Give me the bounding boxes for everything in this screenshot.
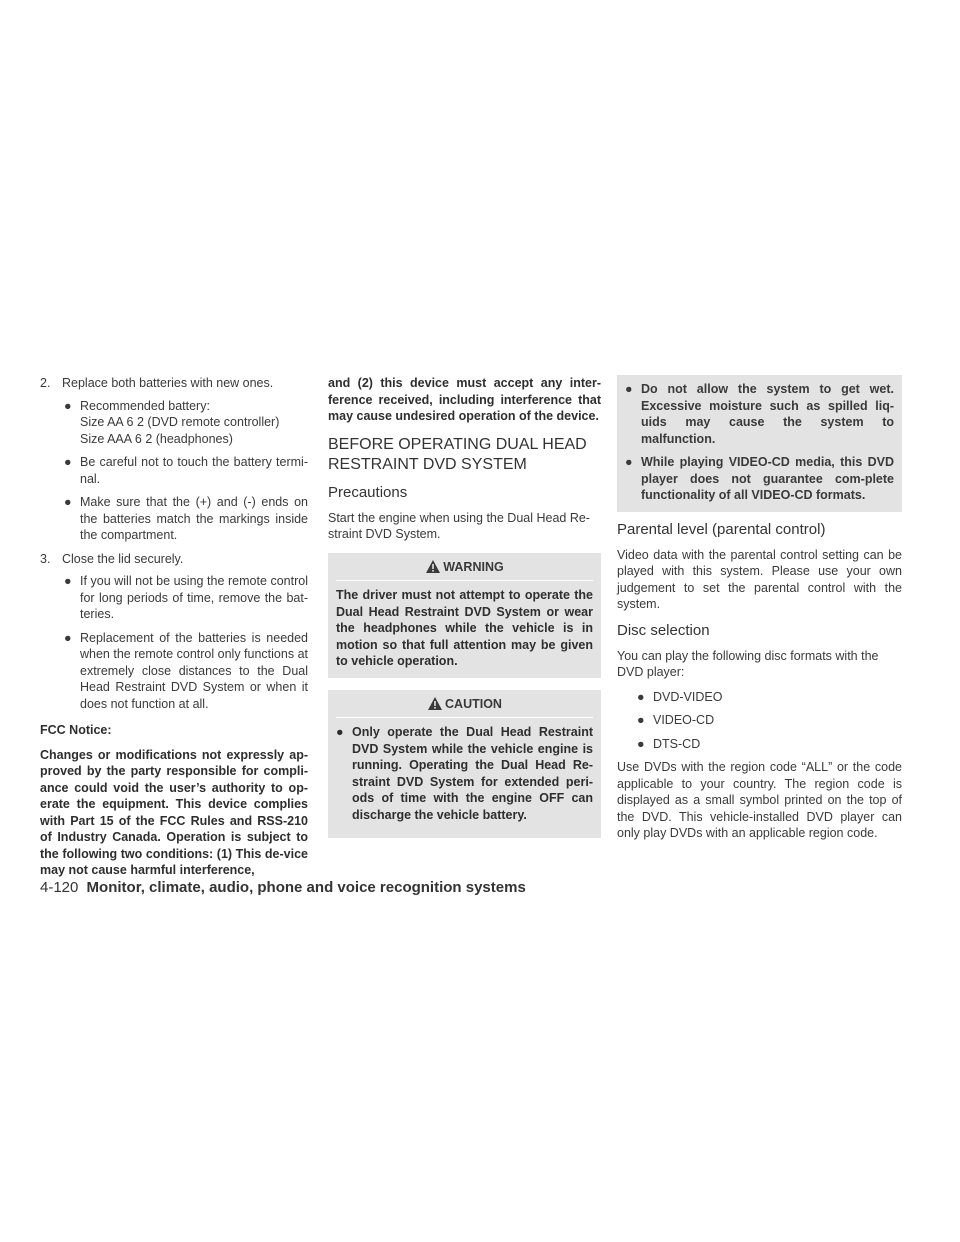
caution-bullet-text: Do not allow the system to get wet. Excessive moisture such as spilled liq-uids may cause the system to malfunction. <box>641 382 894 446</box>
disc-intro: You can play the following disc formats with the DVD player: <box>617 648 879 679</box>
caution-bullet-text: While playing VIDEO-CD media, this DVD player does not guarantee com-plete functionality of all VIDEO-CD formats. <box>641 455 894 502</box>
region-text: Use DVDs with the region code “ALL” or the code applicable to your country. The region code is displayed as a small symbol printed on the top of the DVD. This vehicle-installed DVD player can only play DVDs with an applicable region code. <box>617 760 902 840</box>
bullet-line: Size AAA 6 2 (headphones) <box>80 431 233 446</box>
step-3 <box>40 551 308 568</box>
step-text: Close the lid securely. <box>62 551 184 566</box>
bullet-text: Replacement of the batteries is needed when the remote control only functions at extremely close distances to the Dual Head Restraint DVD System or when it does not function at all. <box>80 630 308 711</box>
bullet-item <box>64 398 308 448</box>
format-item <box>637 689 902 706</box>
caution-label: CAUTION <box>445 696 502 711</box>
column-1 <box>40 375 308 887</box>
warning-body: The driver must not attempt to operate the Dual Head Restraint DVD System or wear the headphones while the vehicle is in motion so that full attention may be given to vehicle operation. <box>336 588 593 668</box>
bullet-icon: ● <box>625 382 633 396</box>
bullet-icon: ● <box>64 398 72 413</box>
warning-title <box>336 553 593 581</box>
bullet-icon: ● <box>64 455 72 469</box>
bullet-icon: ● <box>637 736 645 751</box>
fcc-text-continued: and (2) this device must accept any inter-ference received, including interference that may cause undesired operation of the device. <box>328 376 601 423</box>
precautions-intro: Start the engine when using the Dual Head Re-straint DVD System. <box>328 510 590 541</box>
format-item <box>637 736 902 753</box>
bullet-line: Size AA 6 2 (DVD remote controller) <box>80 415 280 429</box>
caution-box <box>328 690 601 839</box>
bullet-icon: ● <box>64 630 72 645</box>
format-text: VIDEO-CD <box>653 713 715 727</box>
caution-title <box>336 690 593 718</box>
page-number: 4-120 <box>40 879 79 896</box>
format-text: DTS-CD <box>653 736 701 751</box>
caution-box-continued <box>617 375 902 512</box>
caution-bullet <box>625 381 894 447</box>
bullet-text: Make sure that the (+) and (-) ends on the batteries match the markings inside the compartment. <box>80 495 308 542</box>
bullet-icon: ● <box>64 574 72 588</box>
step-text: Replace both batteries with new ones. <box>62 376 274 390</box>
warning-box <box>328 553 601 678</box>
column-2 <box>328 375 601 850</box>
bullet-icon: ● <box>336 725 344 739</box>
bullet-item <box>64 454 308 487</box>
bullet-icon: ● <box>637 713 645 727</box>
fcc-text: Changes or modifications not expressly ap-proved by the party responsible for compli-ance could void the user’s authority to op-erate the equipment. This device complies with Part 15 of the FCC Rules and RSS-210 of Industry Canada. Operation is subject to the following two conditions: (1) This de-vice may not cause harmful interference, <box>40 747 308 877</box>
section-heading: BEFORE OPERATING DUAL HEAD RESTRAINT DVD SYSTEM <box>328 435 587 473</box>
section-title: Monitor, climate, audio, phone and voice recognition systems <box>86 879 526 896</box>
bullet-item <box>64 494 308 544</box>
caution-bullet <box>336 724 593 823</box>
bullet-icon: ● <box>637 689 645 704</box>
warning-text <box>336 580 593 670</box>
warning-label: WARNING <box>443 559 504 574</box>
caution-body <box>336 717 593 823</box>
bullet-text: If you will not be using the remote control for long periods of time, remove the bat-teries. <box>80 574 308 621</box>
bullet-item <box>64 630 308 713</box>
subsection-heading-parental: Parental level (parental control) <box>617 520 826 538</box>
column-3 <box>617 375 902 850</box>
caution-bullet <box>625 454 894 504</box>
format-item <box>637 712 902 729</box>
parental-text: Video data with the parental control setting can be played with this system. Please use your own judgement to set the parental control with the system. <box>617 547 902 611</box>
step-number: 3. <box>40 551 51 566</box>
subsection-heading-precautions: Precautions <box>328 483 408 501</box>
bullet-item <box>64 573 308 623</box>
step-number: 2. <box>40 376 51 390</box>
fcc-heading: FCC Notice: <box>40 723 112 737</box>
caution-icon <box>427 696 443 711</box>
format-text: DVD-VIDEO <box>653 689 723 704</box>
bullet-icon: ● <box>64 495 72 509</box>
bullet-text: Be careful not to touch the battery termi-nal. <box>80 455 308 486</box>
bullet-line: Recommended battery: <box>80 398 210 413</box>
warning-icon <box>425 559 441 574</box>
step-2 <box>40 375 308 392</box>
bullet-icon: ● <box>625 455 633 469</box>
subsection-heading-disc: Disc selection <box>617 621 710 639</box>
page-footer <box>40 879 526 896</box>
caution-bullet-text: Only operate the Dual Head Restraint DVD System while the vehicle engine is running. Operating the Dual Head Re-straint DVD System for extended peri-ods of time with the engine OFF can discharge the vehicle battery. <box>352 725 593 822</box>
